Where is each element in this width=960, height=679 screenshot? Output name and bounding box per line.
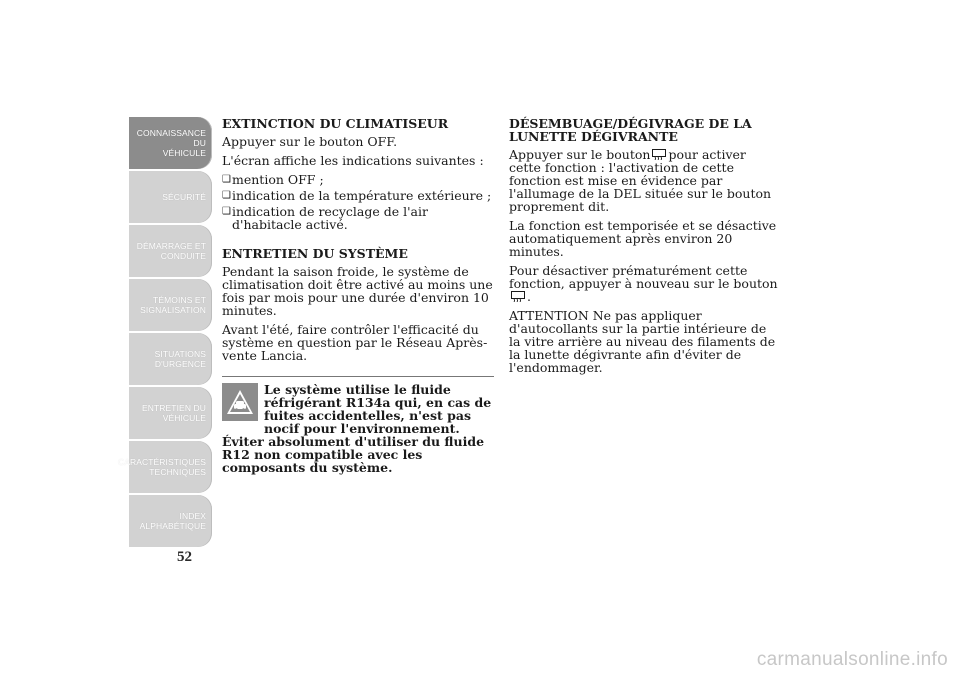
tab-label: CONNAISSANCE DU VÉHICULE — [136, 128, 206, 158]
heading-extinction-climatiseur: EXTINCTION DU CLIMATISEUR — [222, 116, 449, 131]
tab-connaissance-du-vehicule[interactable] — [129, 117, 212, 169]
left-column — [222, 117, 494, 474]
tab-label: CARACTÉRISTIQUES TECHNIQUES — [117, 457, 206, 477]
paragraph: Pendant la saison froide, le système de climatisation doit être activé au moins une fois par mois pour une durée d'environ 10 minutes. — [222, 264, 493, 318]
page-number: 52 — [177, 549, 192, 565]
list-item: ❑ mention OFF ; — [222, 173, 494, 186]
list-item: ❑ indication de recyclage de l'air d'habitacle activé. — [222, 205, 494, 231]
watermark: carmanualsonline.info — [756, 649, 948, 670]
paragraph: La fonction est temporisée et se désactive automatiquement après environ 20 minutes. — [509, 218, 777, 259]
tab-demarrage-et-conduite[interactable] — [129, 225, 212, 277]
tab-situations-durgence[interactable] — [129, 333, 212, 385]
tab-caracteristiques-techniques[interactable] — [117, 441, 212, 493]
list-item: ❑ indication de la température extérieure ; — [222, 189, 494, 202]
text: . — [527, 289, 531, 304]
tab-label: DÉMARRAGE ET CONDUITE — [136, 241, 206, 261]
paragraph: L'écran affiche les indications suivantes : — [222, 153, 484, 168]
rear-defrost-icon — [652, 149, 666, 160]
tab-label: SÉCURITÉ — [162, 192, 206, 202]
tab-securite[interactable] — [129, 171, 212, 223]
paragraph — [509, 264, 781, 303]
rear-defrost-icon — [511, 291, 525, 302]
paragraph — [509, 148, 781, 213]
tab-index-alphabetique[interactable] — [129, 495, 212, 547]
tab-label: ENTRETIEN DU VÉHICULE — [141, 403, 206, 423]
warning-text: Le système utilise le fluide réfrigérant R134a qui, en cas de fuites accidentelles, n'est pas nocif pour l'environnement. Éviter absolument d'utiliser du fluide R12 non compatible avec les composants du système. — [222, 382, 492, 475]
paragraph: Appuyer sur le bouton OFF. — [222, 134, 398, 149]
text: Appuyer sur le bouton — [509, 147, 651, 162]
text: pour activer cette fonction : l'activation de cette fonction est mise en évidence par l'allumage de la DEL située sur le bouton proprement dit. — [509, 147, 772, 214]
indications-list — [222, 173, 494, 231]
tab-entretien-du-vehicule[interactable] — [129, 387, 212, 439]
tab-label: TÉMOINS ET SIGNALISATION — [140, 295, 206, 315]
tab-temoins-et-signalisation[interactable] — [129, 279, 212, 331]
attention-paragraph: ATTENTION Ne pas appliquer d'autocollants sur la partie intérieure de la vitre arrière au niveau des filaments de la lunette dégivrante afin d'éviter de l'endommager. — [509, 308, 776, 375]
environment-warning-icon — [222, 383, 258, 421]
chapter-tabs — [117, 117, 212, 549]
heading-desembuage: DÉSEMBUAGE/DÉGIVRAGE DE LA LUNETTE DÉGIVRANTE — [509, 116, 752, 144]
tab-label: INDEX ALPHABÉTIQUE — [139, 511, 206, 531]
text: Pour désactiver prématurément cette fonction, appuyer à nouveau sur le bouton — [509, 263, 778, 291]
paragraph: Avant l'été, faire contrôler l'efficacité du système en question par le Réseau Après-vente Lancia. — [222, 322, 488, 363]
environment-warning — [222, 376, 494, 474]
right-column — [509, 117, 781, 380]
heading-entretien-systeme: ENTRETIEN DU SYSTÈME — [222, 246, 408, 261]
tab-label: SITUATIONS D'URGENCE — [154, 349, 206, 369]
